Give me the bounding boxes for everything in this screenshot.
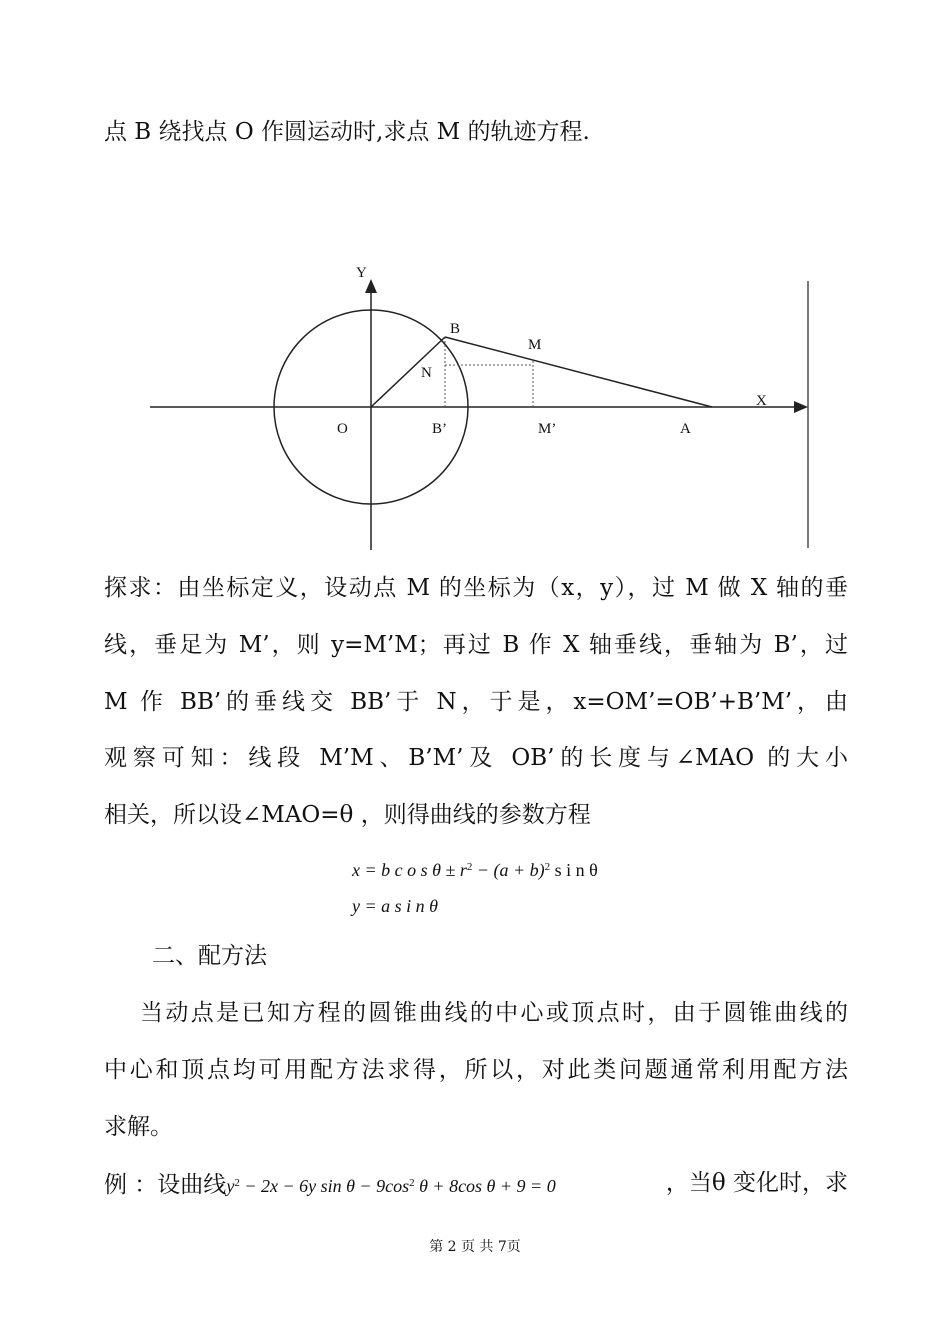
- label-b: B: [450, 321, 461, 337]
- label-m-prime: M’: [538, 421, 557, 437]
- equation-x: [352, 860, 598, 881]
- segment-ob: [371, 337, 445, 407]
- explore-line-5: 相关，所以设∠MAO=θ ，则得曲线的参数方程: [104, 802, 591, 828]
- explore-line-1: 探求：由坐标定义，设动点 M 的坐标为（x，y），过 M 做 X 轴的垂: [104, 575, 848, 601]
- eq1-ab-square: 2: [544, 861, 551, 873]
- intro-line: 点 B 绕找点 O 作圆运动时,求点 M 的轨迹方程.: [104, 119, 590, 145]
- example-equation: $y^2 - 2x - 6y$ $\sin \theta - 9\cos^2$ θ + 8cos θ + 9 = 0: [226, 1176, 556, 1196]
- section-title: 二、配方法: [152, 943, 267, 969]
- eq1-left: x = b c o s θ ±: [352, 860, 460, 880]
- example-line: [104, 1168, 848, 1201]
- eq1-tail: s i n θ: [550, 860, 598, 880]
- example-suffix: ，当θ 变化时，求: [665, 1170, 848, 1196]
- label-m: M: [528, 337, 542, 353]
- eq2: y = a s i n θ: [352, 896, 438, 916]
- method-line-2: 中心和顶点均可用配方法求得，所以，对此类问题通常利用配方法: [104, 1057, 848, 1083]
- page-footer: 第 2 页 共 7页: [429, 1239, 521, 1255]
- eq1-r: r: [459, 860, 467, 880]
- method-line-3: 求解。: [104, 1114, 173, 1140]
- eq1-r-square: 2: [466, 861, 473, 873]
- method-line-1: 当动点是已知方程的圆锥曲线的中心或顶点时，由于圆锥曲线的: [140, 1000, 848, 1026]
- label-o: O: [337, 421, 348, 437]
- label-a: A: [680, 421, 691, 437]
- label-x: X: [756, 393, 767, 409]
- equation-y: [352, 896, 438, 917]
- trajectory-figure: [140, 255, 820, 555]
- y-axis-arrow: [365, 279, 377, 293]
- example-prefix: 例 ：设曲线: [104, 1172, 227, 1198]
- label-n: N: [421, 365, 432, 381]
- label-b-prime: B’: [432, 421, 447, 437]
- explore-line-4: 观察可知：线段 M’M、B’M’及 OB’的长度与∠MAO 的大小: [104, 745, 848, 771]
- x-axis-arrow: [794, 401, 808, 413]
- label-y: Y: [356, 265, 367, 281]
- segment-ba: [445, 337, 712, 407]
- explore-line-2: 线，垂足为 M’，则 y=M’M；再过 B 作 X 轴垂线，垂轴为 B’，过: [104, 632, 848, 658]
- explore-line-3: M 作 BB’的垂线交 BB’于 N，于是，x=OM’=OB’+B’M’，由: [104, 689, 848, 715]
- eq1-right: − (a + b): [476, 860, 545, 880]
